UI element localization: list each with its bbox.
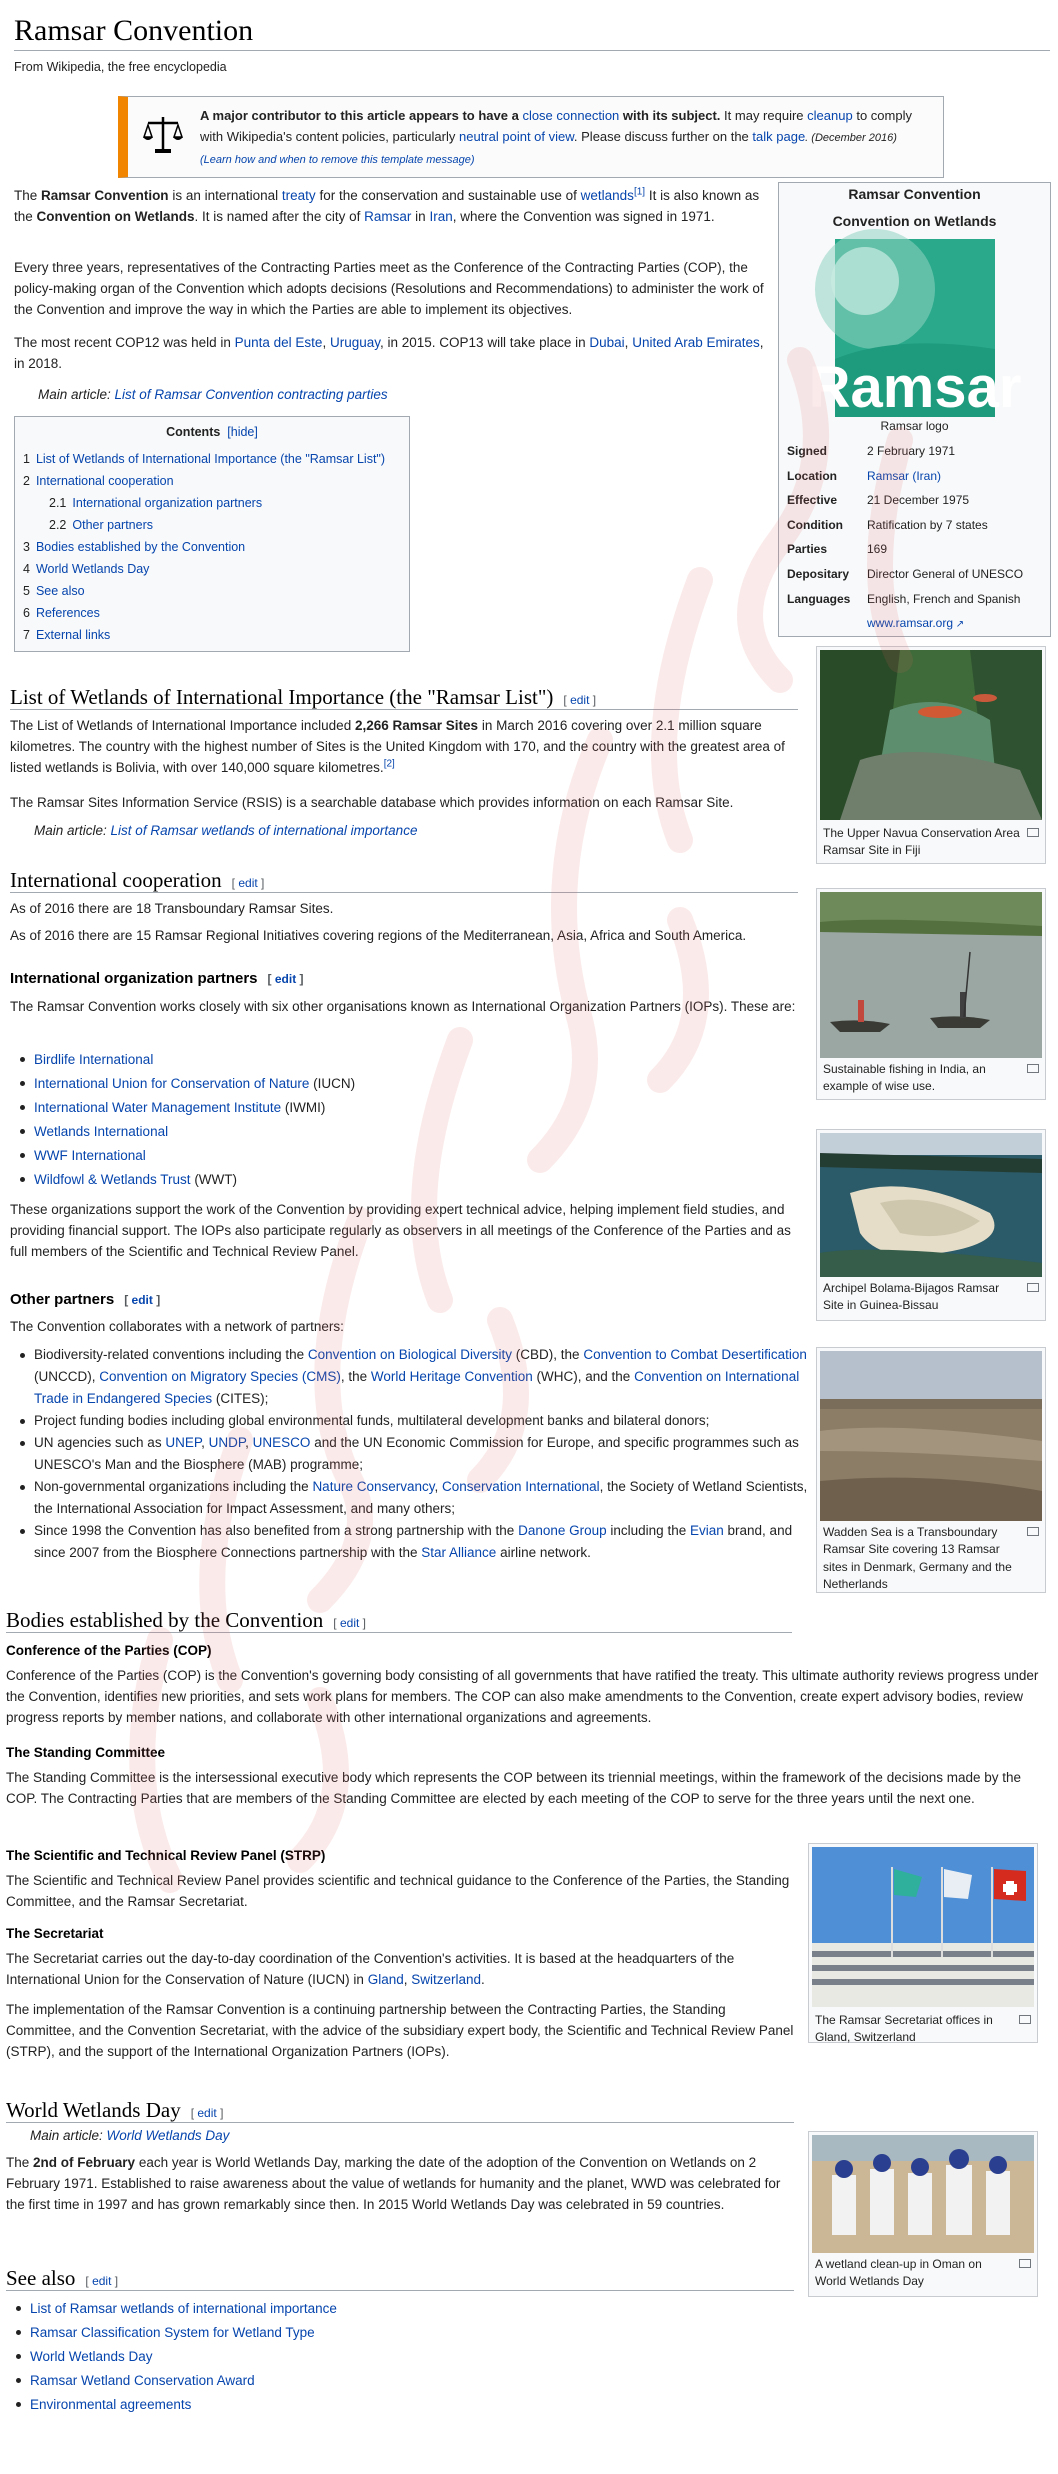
toc-item-link[interactable]: Other partners (72, 518, 153, 533)
heading-text: See also (6, 2266, 76, 2290)
external-link-icon: ↗ (953, 619, 965, 631)
text: The (6, 2155, 30, 2170)
subsection-heading-iop: International organization partners [ edit ] (10, 970, 304, 987)
section-heading-international-cooperation: International cooperation [ edit ] (10, 868, 265, 892)
punta-del-este-link[interactable]: Punta del Este (234, 335, 323, 350)
page-subtitle: From Wikipedia, the free encyclopedia (14, 60, 227, 74)
whc-link[interactable]: World Heritage Convention (370, 1369, 533, 1384)
notice-date: . (December 2016) (805, 132, 897, 145)
edit-link[interactable]: edit (238, 876, 258, 890)
infobox-row (785, 537, 1025, 562)
list-item (34, 1096, 814, 1120)
iop-link[interactable]: Wildfowl & Wetlands Trust (34, 1172, 191, 1187)
magnify-icon[interactable] (1027, 1527, 1039, 1536)
switzerland-link[interactable]: Switzerland (411, 1971, 482, 1987)
scales-icon (140, 111, 186, 157)
heading-underline (10, 709, 798, 710)
infobox-row (785, 587, 1025, 612)
hatnote-label: Main article: (34, 823, 107, 838)
secretariat-heading: The Secretariat (6, 1926, 104, 1941)
see-also-link[interactable]: List of Ramsar wetlands of international importance (30, 2301, 337, 2316)
cms-link[interactable]: Convention on Migratory Species (CMS) (99, 1369, 341, 1384)
infobox-key: Depositary (787, 566, 850, 581)
notice-bold-a: A major contributor to this article appears to have a (200, 108, 519, 123)
list-item (34, 1168, 814, 1192)
standing-committee-heading: The Standing Committee (6, 1745, 166, 1760)
infobox-value: Ratification by 7 states (867, 517, 988, 532)
infobox-row (785, 464, 1025, 489)
text: airline network. (500, 1545, 591, 1560)
toc-item-link[interactable]: International organization partners (72, 496, 263, 511)
list-item (34, 1520, 812, 1564)
magnify-icon[interactable] (1027, 828, 1039, 837)
notice-text-c: . Please discuss further on the (573, 129, 749, 145)
thumb-caption: The Upper Navua Conservation Area Ramsar Site in Fiji (823, 826, 1020, 858)
toc-item-number: 3 (23, 540, 30, 555)
toc-item-number: 2.1 (49, 496, 67, 511)
see-also-link[interactable]: World Wetlands Day (30, 2349, 153, 2364)
dubai-link[interactable]: Dubai (589, 335, 625, 350)
iop-paragraph-1: The Ramsar Convention works closely with six other organisations known as International Organization Partners (IOPs). These are: (10, 999, 796, 1014)
subsection-heading-other-partners: Other partners [ edit ] (10, 1291, 161, 1308)
infobox-key: Effective (787, 493, 838, 508)
text: in (415, 208, 426, 224)
text: is an international (172, 188, 279, 203)
heading-underline (6, 1632, 792, 1633)
toc-item-link[interactable]: References (35, 606, 100, 621)
thumb-bijagos[interactable] (816, 1129, 1046, 1321)
list-item (34, 1048, 814, 1072)
infobox-value: Director General of UNESCO (867, 566, 1024, 581)
infobox-subtitle: Convention on Wetlands (832, 213, 997, 229)
toc-item-link[interactable]: See also (35, 584, 85, 599)
strp-paragraph: The Scientific and Technical Review Panel provides scientific and technical guidance to the Conference of the Parties, the Standing Committee, and the Ramsar Secretariat. (6, 1873, 790, 1909)
infobox-value: English, French and Spanish (867, 591, 1021, 606)
magnify-icon[interactable] (1027, 1064, 1039, 1073)
toc-item-link[interactable]: World Wetlands Day (35, 562, 150, 577)
infobox-table (785, 439, 1025, 636)
hatnote-label: Main article: (30, 2128, 103, 2143)
iop-link[interactable]: WWF International (34, 1148, 146, 1163)
edit-link[interactable]: edit (197, 2106, 217, 2120)
see-also-link[interactable]: Ramsar Classification System for Wetland Type (30, 2325, 315, 2340)
hatnote-wwd (30, 2126, 229, 2147)
infobox-key (785, 611, 865, 636)
text: each year is World Wetlands Day, marking the date of the adoption of the Convention on Wetlands on 2 February 1971. Established to raise awareness about the value of wetlands for humanity and the planet, WWD was celebrated for the first time in 1997 and has grown remarkably since then. In 2015 World Wetlands Day was celebrated in 59 countries. (6, 2155, 781, 2212)
edit-link[interactable]: edit (339, 1616, 360, 1630)
section-heading-world-wetlands-day: World Wetlands Day [ edit ] (6, 2098, 224, 2122)
other-partners-list (12, 1344, 812, 1564)
text: Since 1998 the Convention has also benefited from a strong partnership with the (34, 1523, 515, 1538)
text: The most recent COP12 was held in (14, 335, 231, 350)
cop-paragraph: Conference of the Parties (COP) is the Convention's governing body consisting of all governments that have ratified the treaty. This ultimate authority reviews progress under the Convention, identifies new priorities, and sets work plans for members. The COP can also make amendments to the Convention, create expert advisory bodies, review progress reports by member nations, and collaborate with other international organizations and agreements. (6, 1668, 1039, 1725)
text: The Secretariat carries out the day-to-day coordination of the Convention's activities. It is based at the headquarters of the International Union for the Conservation of Nature (IUCN) in (6, 1951, 735, 1987)
list-item: Non-governmental organizations including the Nature Conservancy, Conservation International, the Society of Wetland Scientists, the International Association for Impact Assessment, and many others; (34, 1476, 812, 1520)
iop-paragraph-2: These organizations support the work of the Convention by providing expert technical advice, helping implement field studies, and providing financial support. The IOPs also participate regularly as observers in all meetings of the Conference of the Parties and as full members of the Scientific and Technical Review Panel. (10, 1202, 791, 1259)
infobox-key: Location (787, 468, 837, 483)
bold-site-count: 2,266 Ramsar Sites (354, 718, 479, 733)
nature-conservancy-link[interactable]: Nature Conservancy (312, 1479, 435, 1494)
heading-underline (6, 2122, 794, 2123)
iop-list (12, 1048, 814, 1192)
conservation-international-link[interactable]: Conservation International (442, 1479, 600, 1494)
heading-underline (6, 2290, 794, 2291)
strp-heading: The Scientific and Technical Review Panel (STRP) (6, 1848, 326, 1863)
toc-item[interactable] (23, 470, 409, 492)
text: brand, and since 2007 from the Biosphere Connections partnership with the (34, 1523, 793, 1560)
infobox (778, 182, 1051, 637)
magnify-icon[interactable] (1019, 2015, 1031, 2024)
text: , in 2018. (14, 335, 764, 371)
coi-notice-box (118, 96, 944, 178)
toc-item[interactable] (23, 492, 409, 514)
close-connection-link[interactable]: close connection (522, 108, 620, 123)
text: and the UN Economic Commission for Europe, and specific programmes such as UNESCO's Man and the Biosphere (MAB) programme; (34, 1435, 799, 1472)
text: Biodiversity-related conventions including the (34, 1347, 305, 1362)
toc-item[interactable] (23, 580, 409, 602)
website-cell (865, 611, 1025, 636)
undp-link[interactable]: UNDP (208, 1435, 246, 1450)
toc-item[interactable] (23, 602, 409, 624)
contracting-parties-link[interactable]: List of Ramsar Convention contracting parties (114, 387, 388, 402)
ref-2-link[interactable]: [2] (383, 758, 395, 770)
toc-title: Contents (166, 425, 221, 439)
list-item: UN agencies such as UNEP, UNDP, UNESCO and the UN Economic Commission for Europe, and specific programmes such as UNESCO's Man and the Biosphere (MAB) programme; (34, 1432, 812, 1476)
thumb-caption: The Ramsar Secretariat offices in Gland, Switzerland (815, 2013, 993, 2045)
npov-link[interactable]: neutral point of view (459, 129, 574, 145)
wwd-paragraph (6, 2153, 796, 2216)
toc-list (15, 448, 409, 646)
list-item (34, 1072, 814, 1096)
page-title: Ramsar Convention (14, 14, 254, 47)
cop-heading: Conference of the Parties (COP) (6, 1643, 212, 1658)
iop-link[interactable]: International Water Management Institute (34, 1100, 282, 1115)
text: (UNCCD), (34, 1369, 96, 1384)
gland-link[interactable]: Gland (367, 1971, 404, 1987)
thumb-wadden-sea[interactable] (816, 1347, 1046, 1593)
section-heading-ramsar-list: List of Wetlands of International Importance (the "Ramsar List") [ edit ] (10, 685, 597, 709)
ramsar-logo (808, 239, 1022, 420)
thumb-fishing-india[interactable] (816, 888, 1046, 1100)
text: UN agencies such as (34, 1435, 162, 1450)
infobox-row (785, 439, 1025, 464)
photo-upper-navua (820, 650, 1042, 820)
toc-item-number: 4 (23, 562, 30, 577)
intro-paragraph-3 (14, 333, 766, 375)
toc-hide-toggle[interactable]: [hide] (227, 425, 258, 439)
see-also-link[interactable]: Environmental agreements (30, 2397, 192, 2412)
text: , the (340, 1369, 368, 1384)
notice-text-b: to comply with Wikipedia's content policies, particularly (200, 108, 912, 145)
intro-paragraph-2: Every three years, representatives of the Contracting Parties meet as the Conference of the Contracting Parties (COP), the policy-making organ of the Convention which adopts decisions (Resolutions and Recommendations) to administer the work of the Convention and improve the way in which the Parties are able to implement its objectives. (14, 260, 764, 317)
notice-text-a: It may require (724, 108, 804, 123)
notice-bold-b: with its subject. (622, 108, 721, 123)
cleanup-link[interactable]: cleanup (807, 108, 853, 123)
photo-bijagos (820, 1133, 1042, 1277)
implementation-paragraph: The implementation of the Ramsar Convention is a continuing partnership between the Contracting Parties, the Standing Committee, and the Convention Secretariat, with the advice of the subsidiary expert body, the Scientific and Technical Review Panel (STRP), and the support of the International Organization Partners (IOPs). (6, 2002, 794, 2059)
toc-item-number: 2.2 (49, 518, 67, 533)
magnify-icon[interactable] (1027, 1283, 1039, 1292)
ramsar-wetlands-list-link[interactable]: List of Ramsar wetlands of international importance (110, 823, 418, 838)
thumb-upper-navua[interactable] (816, 646, 1046, 864)
ref-1-link[interactable]: [1] (633, 186, 646, 198)
infobox-key: Parties (787, 542, 828, 557)
iop-link[interactable]: Birdlife International (34, 1052, 154, 1067)
heading-underline (10, 892, 798, 893)
text: Non-governmental organizations including the (34, 1479, 309, 1494)
iop-abbrev: (IWMI) (281, 1100, 326, 1115)
uruguay-link[interactable]: Uruguay (329, 335, 380, 350)
infobox-row (785, 488, 1025, 513)
bold-ramsar-convention: Ramsar Convention (41, 188, 169, 203)
list-item (30, 2297, 810, 2321)
list-item (30, 2345, 810, 2369)
ramsar-city-link[interactable]: Ramsar (364, 208, 412, 224)
cbd-link[interactable]: Convention on Biological Diversity (307, 1347, 513, 1362)
list-item (34, 1144, 814, 1168)
list-item (34, 1344, 812, 1410)
heading-text: Bodies established by the Convention (6, 1608, 324, 1632)
heading-text: International cooperation (10, 868, 222, 892)
secretariat-paragraph: The Secretariat carries out the day-to-day coordination of the Convention's activities. It is based at the headquarters of the International Union for the Conservation of Nature (IUCN) in Gland, Switzerland. (6, 1951, 735, 1987)
thumb-caption: Wadden Sea is a Transboundary Ramsar Site covering 13 Ramsar sites in Denmark, Germany and the Netherlands (823, 1525, 1012, 1592)
text: , in 2015. COP13 will take place in (380, 335, 586, 350)
toc-item-link[interactable]: Bodies established by the Convention (35, 540, 246, 555)
iop-abbrev: (IUCN) (309, 1076, 356, 1091)
intro-paragraph-1 (14, 186, 766, 228)
thumb-caption: Sustainable fishing in India, an example of wise use. (823, 1062, 986, 1094)
text: . It is named after the city of (194, 208, 361, 224)
infobox-key: Signed (787, 444, 828, 458)
text: The List of Wetlands of International Importance included (10, 718, 352, 733)
infobox-value[interactable]: Ramsar (Iran) (867, 468, 942, 483)
list-item (34, 1120, 814, 1144)
toc-item-number: 2 (23, 474, 30, 489)
treaty-link[interactable]: treaty (281, 188, 316, 203)
hatnote-label: Main article: (38, 387, 111, 402)
unep-link[interactable]: UNEP (165, 1435, 202, 1450)
infobox-row (785, 611, 1025, 636)
photo-secretariat (812, 1847, 1034, 2007)
intl-paragraph-1: As of 2016 there are 18 Transboundary Ramsar Sites. (10, 901, 334, 916)
list-item (30, 2369, 810, 2393)
toc-item-link[interactable]: List of Wetlands of International Importance (the "Ramsar List") (35, 452, 386, 467)
toc-item[interactable] (23, 514, 409, 536)
text: It is also known as the (14, 188, 760, 224)
star-alliance-link[interactable]: Star Alliance (421, 1545, 497, 1560)
section-heading-see-also: See also [ edit ] (6, 2266, 119, 2290)
text: (CBD), the (515, 1347, 580, 1362)
unesco-link[interactable]: UNESCO (252, 1435, 311, 1450)
toc-item[interactable] (23, 558, 409, 580)
website-link[interactable]: www.ramsar.org (867, 616, 954, 631)
toc-item-number: 1 (23, 452, 30, 467)
list-item (30, 2393, 810, 2417)
danone-link[interactable]: Danone Group (518, 1523, 607, 1538)
text: including the (610, 1523, 687, 1538)
text: (WHC), and the (536, 1369, 631, 1384)
edit-link[interactable]: edit (570, 693, 590, 707)
other-partners-paragraph: The Convention collaborates with a network of partners: (10, 1319, 344, 1334)
ramsar-list-paragraph-1 (10, 716, 800, 779)
thumb-caption: A wetland clean-up in Oman on World Wetlands Day (815, 2257, 982, 2289)
edit-link[interactable]: edit (274, 972, 297, 986)
see-also-list (8, 2297, 810, 2417)
logo-text: Ramsar (808, 355, 1022, 420)
remove-template-link[interactable]: (Learn how and when to remove this template message) (200, 153, 475, 166)
text: (CITES); (215, 1391, 269, 1406)
infobox-value: 21 December 1975 (867, 493, 970, 508)
text: , the Society of Wetland Scientists, the International Association for Impact Assessment, and many others; (34, 1479, 808, 1516)
intl-paragraph-2: As of 2016 there are 15 Ramsar Regional Initiatives covering regions of the Mediterranean, Asia, Africa and South America. (10, 928, 747, 943)
toc-item[interactable] (23, 624, 409, 646)
heading-text: Other partners (10, 1291, 115, 1308)
toc-item-link[interactable]: International cooperation (35, 474, 174, 489)
heading-text: World Wetlands Day (6, 2098, 181, 2122)
iran-link[interactable]: Iran (429, 208, 453, 224)
table-of-contents (14, 416, 410, 652)
infobox-key: Condition (787, 517, 843, 532)
iop-abbrev: (WWT) (190, 1172, 238, 1187)
iop-link[interactable]: International Union for Conservation of Nature (34, 1076, 310, 1091)
toc-item-link[interactable]: External links (35, 628, 111, 643)
toc-item-number: 6 (23, 606, 30, 621)
bold-convention-on-wetlands: Convention on Wetlands (36, 208, 195, 224)
wwd-main-article-link[interactable]: World Wetlands Day (106, 2128, 230, 2143)
uae-link[interactable]: United Arab Emirates (632, 335, 760, 350)
heading-text: International organization partners (10, 970, 258, 987)
photo-wadden-sea (820, 1351, 1042, 1521)
list-item (30, 2321, 810, 2345)
evian-link[interactable]: Evian (689, 1523, 724, 1538)
text: , (624, 335, 629, 350)
text: for the conservation and sustainable use of (319, 188, 577, 203)
magnify-icon[interactable] (1019, 2259, 1031, 2268)
toc-item-number: 5 (23, 584, 30, 599)
text: , (322, 335, 327, 350)
toc-item-number: 7 (23, 628, 30, 643)
thumb-secretariat[interactable] (808, 1843, 1038, 2043)
infobox-key: Languages (787, 591, 851, 606)
unccd-link[interactable]: Convention to Combat Desertification (583, 1347, 807, 1362)
edit-link[interactable]: edit (92, 2274, 112, 2288)
hatnote-contracting-parties (38, 385, 388, 406)
infobox-title: Ramsar Convention (848, 186, 981, 202)
cites-link[interactable]: Convention on International Trade in Endangered Species (34, 1369, 800, 1406)
talk-page-link[interactable]: talk page (752, 129, 806, 145)
text: , where the Convention was signed in 1971. (452, 208, 715, 224)
photo-fishing-india (820, 892, 1042, 1058)
title-divider (14, 50, 1050, 51)
iop-link[interactable]: Wetlands International (34, 1124, 169, 1139)
toc-item[interactable] (23, 448, 409, 470)
infobox-value: 169 (867, 542, 888, 557)
hatnote-ramsar-wetlands (34, 821, 417, 842)
text: The (14, 188, 38, 203)
toc-item[interactable] (23, 536, 409, 558)
photo-oman-cleanup (812, 2135, 1034, 2253)
thumb-oman-cleanup[interactable] (808, 2131, 1038, 2297)
bold-date: 2nd of February (33, 2155, 136, 2170)
section-heading-bodies: Bodies established by the Convention [ edit ] (6, 1608, 366, 1632)
thumb-caption: Archipel Bolama-Bijagos Ramsar Site in Guinea-Bissau (823, 1281, 1000, 1313)
heading-text: List of Wetlands of International Importance (the "Ramsar List") (10, 685, 554, 709)
wetlands-link[interactable]: wetlands (580, 188, 634, 203)
text: in March 2016 covering over 2.1 million square kilometres. The country with the highest number of Sites is the United Kingdom with 170, and the country with the greatest area of listed wetlands is Bolivia, with over 140,000 square kilometres. (10, 718, 785, 775)
list-item: Project funding bodies including global environmental funds, multilateral development banks and bilateral donors; (34, 1410, 812, 1432)
infobox-row (785, 513, 1025, 538)
standing-committee-paragraph: The Standing Committee is the intersessional executive body which represents the COP between its triennial meetings, within the framework of the decisions made by the COP. The Contracting Parties that are members of the Standing Committee are elected by each meeting of the COP to serve for the three years until the next one. (6, 1770, 1022, 1806)
infobox-value: 2 February 1971 (867, 444, 956, 458)
see-also-link[interactable]: Ramsar Wetland Conservation Award (30, 2373, 255, 2388)
edit-link[interactable]: edit (131, 1293, 153, 1307)
infobox-row (785, 562, 1025, 587)
logo-caption: Ramsar logo (880, 419, 949, 433)
ramsar-list-paragraph-2: The Ramsar Sites Information Service (RSIS) is a searchable database which provides information on each Ramsar Site. (10, 795, 734, 810)
